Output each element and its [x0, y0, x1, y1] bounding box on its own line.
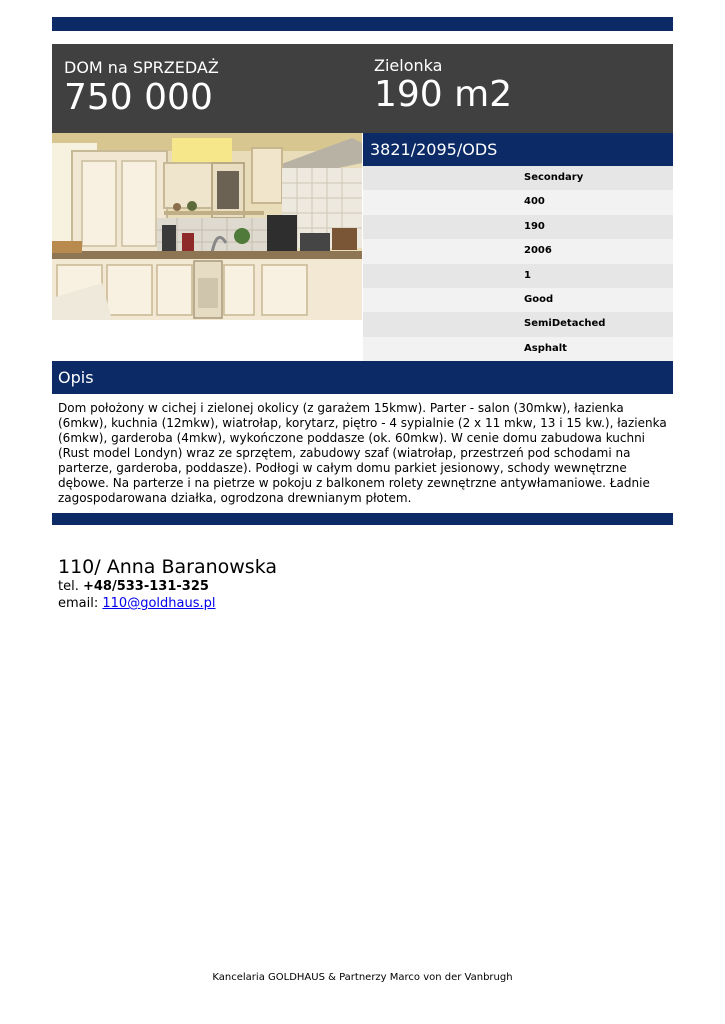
property-photo [52, 133, 362, 320]
detail-floor-area: 190 [363, 215, 673, 239]
phone-label: tel. [58, 579, 79, 594]
top-accent-bar [52, 17, 673, 31]
listing-reference: 3821/2095/ODS [363, 133, 673, 166]
detail-floors: 1 [363, 264, 673, 288]
location-label: Zielonka [374, 56, 443, 75]
agent-email-link[interactable]: 110@goldhaus.pl [102, 596, 216, 611]
agent-phone-line [58, 579, 209, 595]
description-text: Dom położony w cichej i zielonej okolicy (z garażem 15kmw). Parter - salon (30mkw), łazienka (6mkw), kuchnia (12mkw), wiatrołap, korytarz, piętro - 4 sypialnie (2 x 11 mkw, 13 i 15 kw.), łazienka (6mkw), garderoba (4mkw), wykończone poddasze (ok. 60mkw). W cenie domu zabudowa kuchni (Rust model Londyn) wraz ze sprzętem, zabudowy szaf (wiatrołap, przestrzeń pod schodami na parterze, garderoba, poddasze). Podłogi w całym domu parkiet jesionowy, schody wewnętrzne dębowe. Na parterze i na pietrze w pokoju z balkonem rolety zewnętrzne antywłamaniowe. Ładnie zagospodarowana działka, ogrodzona drewnianym płotem. [58, 401, 667, 505]
price-value: 750 000 [64, 77, 213, 118]
email-label: email: [58, 596, 99, 611]
description-heading: Opis [52, 361, 673, 394]
agent-name: 110/ Anna Baranowska [58, 556, 278, 578]
listing-header [52, 44, 673, 133]
detail-building-type: SemiDetached [363, 312, 673, 336]
detail-access-road: Asphalt [363, 337, 673, 361]
footer-text: Kancelaria GOLDHAUS & Partnerzy Marco von der Vanbrugh [212, 972, 513, 983]
detail-condition: Good [363, 288, 673, 312]
detail-plot-area: 400 [363, 190, 673, 214]
property-type-label: DOM na SPRZEDAŻ [64, 58, 219, 77]
agent-email-line [58, 596, 215, 612]
detail-market: Secondary [363, 166, 673, 190]
area-value: 190 m2 [374, 74, 513, 115]
detail-year-built: 2006 [363, 239, 673, 263]
bottom-accent-bar [52, 513, 673, 525]
agent-phone: +48/533-131-325 [82, 579, 209, 594]
details-table [363, 166, 673, 361]
